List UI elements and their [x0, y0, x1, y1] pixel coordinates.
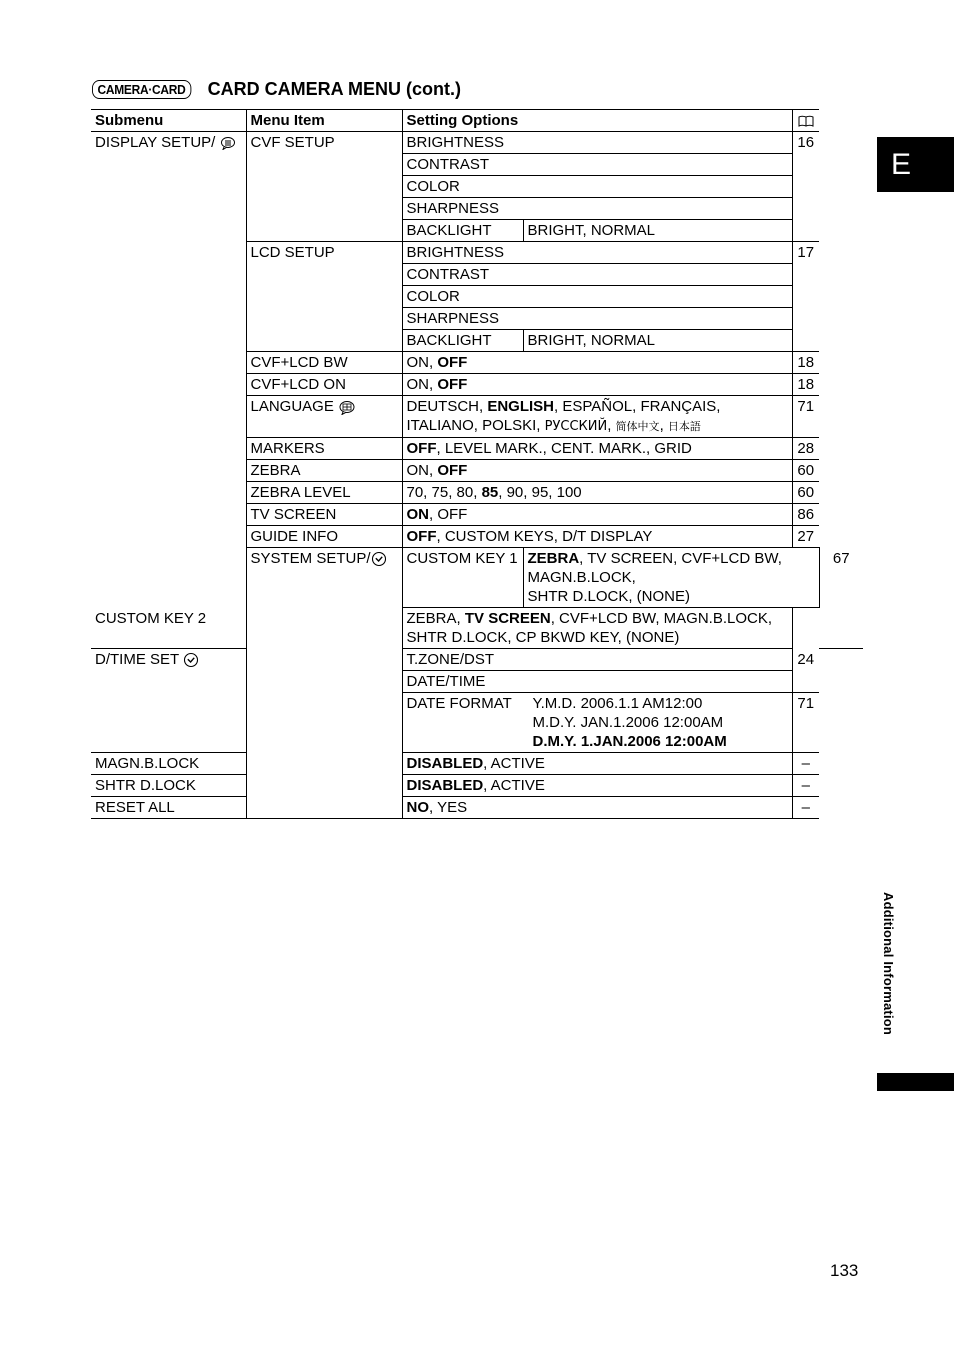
table-row — [91, 753, 863, 775]
menu-item-custom-key-2: CUSTOM KEY 2 — [91, 608, 246, 649]
options-guide-info: OFF, CUSTOM KEYS, D/T DISPLAY — [402, 526, 792, 548]
date-format-ymd: Y.M.D. 2006.1.1 AM12:00 — [532, 695, 703, 712]
options-tv-screen: ON, OFF — [402, 504, 792, 526]
option-backlight-values: BRIGHT, NORMAL — [523, 220, 792, 242]
page-ref: 24 — [792, 649, 819, 693]
table-header-row — [91, 110, 863, 132]
menu-item-tv-screen: TV SCREEN — [246, 504, 402, 526]
option-backlight-values: BRIGHT, NORMAL — [523, 330, 792, 352]
option-sharpness: SHARPNESS — [402, 308, 792, 330]
options-reset-all: NO, YES — [402, 797, 792, 819]
col-header-submenu: Submenu — [91, 110, 246, 132]
page-ref: 71 — [792, 693, 819, 753]
page-ref: 86 — [792, 504, 819, 526]
options-custom-key-2: ZEBRA, TV SCREEN, CVF+LCD BW, MAGN.B.LOCK, SHTR D.LOCK, CP BKWD KEY, (NONE) — [402, 608, 792, 649]
option-brightness: BRIGHTNESS — [402, 132, 792, 154]
page-number: 133 — [830, 1261, 859, 1280]
table-row — [91, 775, 863, 797]
page-ref: 18 — [792, 352, 819, 374]
menu-item-dtime-set: D/TIME SET — [91, 649, 246, 753]
options-language: DEUTSCH, ENGLISH, ESPAÑOL, FRANÇAIS, ITALIANO, POLSKI, РУССКИЙ, 简体中文, 日本語 — [402, 396, 792, 438]
option-brightness: BRIGHTNESS — [402, 242, 792, 264]
page-ref: 18 — [792, 374, 819, 396]
option-date-time: DATE/TIME — [402, 671, 792, 693]
camera-card-mode-badge: CAMERA·CARD — [92, 80, 191, 99]
options-cvf-lcd-on: ON, OFF — [402, 374, 792, 396]
submenu-display-setup: DISPLAY SETUP/ — [91, 132, 246, 608]
option-backlight: BACKLIGHT — [402, 220, 523, 242]
col-header-setting-options: Setting Options — [402, 110, 792, 132]
options-custom-key-1: ZEBRA, TV SCREEN, CVF+LCD BW, MAGN.B.LOCK, SHTR D.LOCK, (NONE) — [523, 548, 819, 608]
menu-item-cvf-lcd-bw: CVF+LCD BW — [246, 352, 402, 374]
page-ref: 60 — [792, 460, 819, 482]
page-ref: – — [792, 797, 819, 819]
option-contrast: CONTRAST — [402, 264, 792, 286]
table-row — [91, 608, 863, 649]
menu-item-markers: MARKERS — [246, 438, 402, 460]
col-header-menu-item: Menu Item — [246, 110, 402, 132]
menu-item-shtr-d-lock: SHTR D.LOCK — [91, 775, 246, 797]
menu-item-custom-key-1: CUSTOM KEY 1 — [402, 548, 523, 608]
section-marker-bar — [877, 1073, 954, 1091]
menu-table — [91, 109, 863, 819]
col-header-page — [792, 110, 819, 132]
page-title: CARD CAMERA MENU (cont.) — [207, 78, 461, 99]
menu-item-magn-b-lock: MAGN.B.LOCK — [91, 753, 246, 775]
options-cvf-lcd-bw: ON, OFF — [402, 352, 792, 374]
table-row — [91, 797, 863, 819]
menu-item-guide-info: GUIDE INFO — [246, 526, 402, 548]
section-side-label: Additional Information — [881, 892, 896, 1036]
menu-item-language: LANGUAGE — [246, 396, 402, 438]
menu-item-zebra: ZEBRA — [246, 460, 402, 482]
options-zebra: ON, OFF — [402, 460, 792, 482]
page-ref: 67 — [819, 548, 863, 649]
option-color: COLOR — [402, 176, 792, 198]
date-format-mdy: M.D.Y. JAN.1.2006 12:00AM — [532, 714, 724, 731]
options-magn-b-lock: DISABLED, ACTIVE — [402, 753, 792, 775]
page-ref: 16 — [792, 132, 819, 242]
page-ref: 71 — [792, 396, 819, 438]
language-tab-e: E — [877, 137, 954, 192]
section-heading — [92, 78, 461, 100]
display-setup-icon — [220, 136, 236, 150]
option-contrast: CONTRAST — [402, 154, 792, 176]
options-markers: OFF, LEVEL MARK., CENT. MARK., GRID — [402, 438, 792, 460]
page-ref: – — [792, 775, 819, 797]
system-setup-icon — [183, 652, 199, 668]
option-color: COLOR — [402, 286, 792, 308]
page-ref: 17 — [792, 242, 819, 352]
page-ref: 27 — [792, 526, 819, 548]
menu-item-zebra-level: ZEBRA LEVEL — [246, 482, 402, 504]
page-ref: 28 — [792, 438, 819, 460]
language-icon — [338, 400, 356, 415]
option-tzone-dst: T.ZONE/DST — [402, 649, 792, 671]
system-setup-icon — [371, 551, 387, 567]
menu-item-reset-all: RESET ALL — [91, 797, 246, 819]
menu-item-cvf-setup: CVF SETUP — [246, 132, 402, 242]
submenu-system-setup: SYSTEM SETUP/ — [246, 548, 402, 819]
option-sharpness: SHARPNESS — [402, 198, 792, 220]
book-icon — [798, 115, 814, 127]
option-date-format: DATE FORMAT Y.M.D. 2006.1.1 AM12:00 M.D.Y. JAN.1.2006 12:00AM D.M.Y. 1.JAN.2006 12:00AM — [402, 693, 792, 753]
page-ref: 60 — [792, 482, 819, 504]
options-zebra-level: 70, 75, 80, 85, 90, 95, 100 — [402, 482, 792, 504]
menu-item-cvf-lcd-on: CVF+LCD ON — [246, 374, 402, 396]
page-ref: – — [792, 753, 819, 775]
option-backlight: BACKLIGHT — [402, 330, 523, 352]
table-row — [91, 649, 863, 671]
options-shtr-d-lock: DISABLED, ACTIVE — [402, 775, 792, 797]
table-row — [91, 132, 863, 154]
menu-item-lcd-setup: LCD SETUP — [246, 242, 402, 352]
date-format-dmy: D.M.Y. 1.JAN.2006 12:00AM — [532, 733, 727, 750]
